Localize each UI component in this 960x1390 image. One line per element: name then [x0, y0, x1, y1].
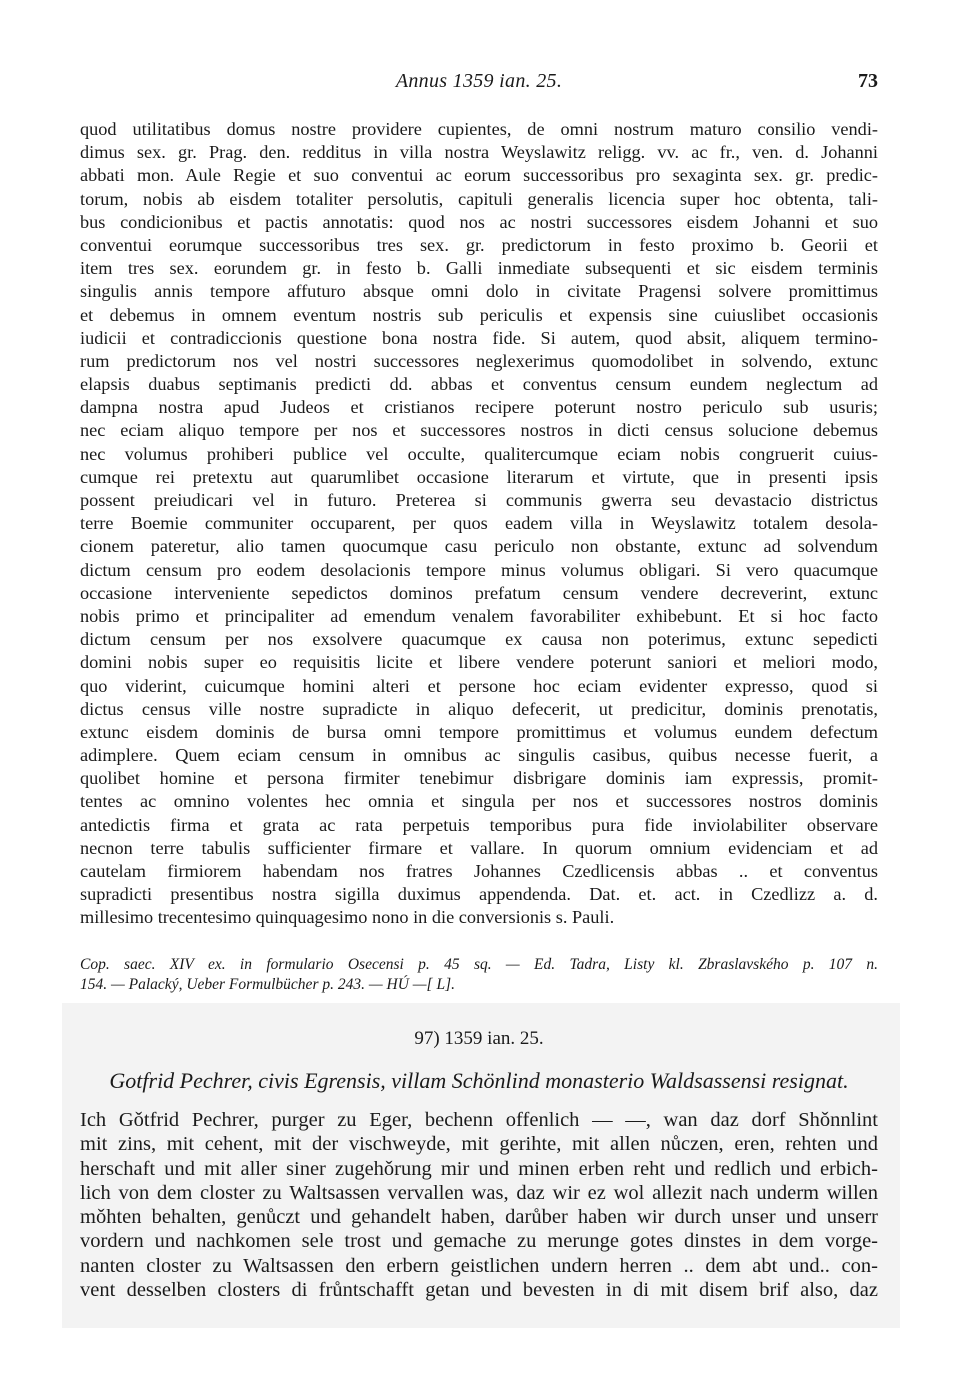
text-line: rum predictorum nos vel nostri successores neglexerimus quomodolibet in solvendo, extunc [80, 350, 878, 371]
text-line: item tres sex. eorundem gr. in festo b. Galli inmediate subsequenti et sic eisdem terminis [80, 258, 878, 279]
text-line: nobis primo et principaliter ad emendum venalem favorabiliter exhibebunt. Et si hoc facto [80, 605, 878, 626]
running-title: Annus 1359 ian. 25. [395, 70, 563, 92]
text-line: antedictis firma et grata ac rata perpetuis temporibus pura fide inviolabiliter observare [80, 814, 878, 835]
text-line: singulis annis tempore affuturo absque omni dolo in civitate Pragensi solvere promittimus [80, 281, 878, 302]
source-note [80, 955, 878, 995]
text-line: nanten closter zu Waltsassen den erbern geistlichen undern herren .. dem abt und.. con- [80, 1254, 878, 1277]
text-line: et debemus in omnem eventum nostris sub periculis et expensis sine cuiuslibet occasionis [80, 304, 878, 325]
source-note-line: 154. — Palacký, Ueber Formulbücher p. 243. — HÚ —[ L]. [80, 976, 455, 993]
text-line: cumque rei pretextu aut quarumlibet occasione literarum et virtute, que in presenti ipsis [80, 466, 878, 487]
text-line: conventui eorumque successoribus tres sex. gr. predictorum in festo proximo b. Georii et [80, 234, 878, 255]
text-line: torum, nobis ab eisdem totaliter persolutis, capituli generalis licencia super hoc obtenta, tali- [80, 188, 878, 209]
text-line: occasione interveniente sepedictos dominos prefatum censum vendere decreverint, extunc [80, 582, 878, 603]
text-line: cionem pateretur, alio tamen quocumque casu periculo non obstante, extunc ad solvendum [80, 536, 878, 557]
text-line: vordern und nachkomen sele trost und gemache zu merunge gotes dinstes in dem vorge- [80, 1230, 878, 1253]
text-line: dampna nostra apud Judeos et cristianos recipere poterunt nostro periculo sub usuris; [80, 397, 878, 418]
text-line: vent desselben closters di frůntschafft getan und bevesten in di mit disem brif also, daz [80, 1279, 878, 1302]
text-line: bus condicionibus et pactis annotatis: quod nos ac nostri successores eisdem Johanni et suo [80, 211, 878, 232]
text-line: extunc eisdem dominis de bursa omni tempore promittimus et volumus eundem defectum [80, 721, 878, 742]
text-line: elapsis duabus septimanis predicti dd. abbas et conventus censum eundem neglectum ad [80, 374, 878, 395]
text-line: iudicii et contradiccionis questione bona nostra fide. Si autem, quod absit, aliquem termino- [80, 327, 878, 348]
document-heading: 97) 1359 ian. 25. [414, 1028, 544, 1049]
text-line: mǒhten behalten, genůczt und gehandelt haben, darůber haben wir durch unser und unserr [80, 1206, 878, 1229]
text-line: quolibet homine et persona firmiter tenebimur disbrigare dominis iam expressis, promit- [80, 768, 878, 789]
main-latin-text [80, 118, 878, 930]
text-line: adimplere. Quem eciam censum in omnibus ac singulis casibus, quibus necesse fuerit, a [80, 745, 878, 766]
text-line: possent preiudicari vel in futuro. Preterea si communis gwerra seu devastacio districtus [80, 490, 878, 510]
text-line: necnon terre tabulis sufficienter firmare et vallare. In quorum omnium evidenciam et ad [80, 837, 878, 858]
text-line: dimus sex. gr. Prag. den. redditus in villa nostra Weyslawitz religg. vv. ac fr., ven. d. Johanni [80, 142, 878, 163]
text-line: domini nobis super eo requisitis licite et libere vendere poterunt saniori et meliori modo, [80, 652, 878, 673]
text-line: mit zins, mit cehent, mit der vischweyde, mit gerihte, mit allen nůczen, eren, rehten und [80, 1133, 878, 1156]
text-line: Ich Gǒtfrid Pechrer, purger zu Eger, bechenn offenlich — —, wan daz dorf Shǒnnlint [80, 1109, 878, 1131]
text-line: abbati mon. Aule Regie et suo conventui ac eorum successoribus pro sexaginta sex. gr. predic- [80, 165, 878, 186]
text-line: lich von dem closter zu Waltsassen vervallen was, daz wir ez wol allezit nach underm willen [80, 1181, 878, 1204]
source-note-line: Cop. saec. XIV ex. in formulario Osecensi p. 45 sq. — Ed. Tadra, Listy kl. Zbraslavského p. 107 n. [80, 956, 878, 973]
text-line: dictum censum per nos exsolvere quacumque ex causa non poterimus, extunc sepedicti [80, 629, 878, 650]
text-line: cautelam firmiorem habendam nos fratres Johannes Czedlicensis abbas .. et conventus [80, 861, 878, 881]
text-line: nec volumus prohiberi publice vel occulte, qualitercumque eciam nobis congruerit cuius- [80, 443, 878, 464]
text-line: dictus census ville nostre supradicte in aliquo defecerit, ut predicitur, dominis prenotatis, [80, 698, 878, 719]
regest: Gotfrid Pechrer, civis Egrensis, villam Schönlind monasterio Waldsassensi resignat. [109, 1068, 849, 1093]
text-line: quo viderint, cuicumque homini alteri et persone hoc eciam evidenter expresso, quod si [80, 675, 878, 696]
text-line: tentes ac omnino volentes hec omnia et singula per nos et successores nostros dominis [80, 791, 878, 812]
text-line: millesimo trecentesimo quinquagesimo nono in die conversionis s. Pauli. [80, 907, 615, 928]
page-number: 73 [858, 70, 878, 92]
text-line: quod utilitatibus domus nostre providere cupientes, de omni nostrum maturo consilio vendi- [80, 119, 878, 139]
running-head [80, 70, 878, 98]
text-line: nec eciam aliquo tempore per nos et successores nostros in dicti census solucione debemus [80, 420, 878, 441]
text-line: terre Boemie communiter occuparent, per quos eadem villa in Weyslawitz totalem desola- [80, 513, 878, 534]
text-line: supradicti presentibus nostra sigilla duximus appendenda. Dat. et. act. in Czedlizz a. d. [80, 884, 878, 905]
german-text [80, 1108, 878, 1302]
text-line: dictum censum pro eodem desolacionis tempore minus volumus obligari. Si vero quacumque [80, 559, 878, 580]
text-line: herschaft und mit aller siner zugehǒrung mir und minen erben reht und redlich und erbich- [80, 1157, 878, 1180]
